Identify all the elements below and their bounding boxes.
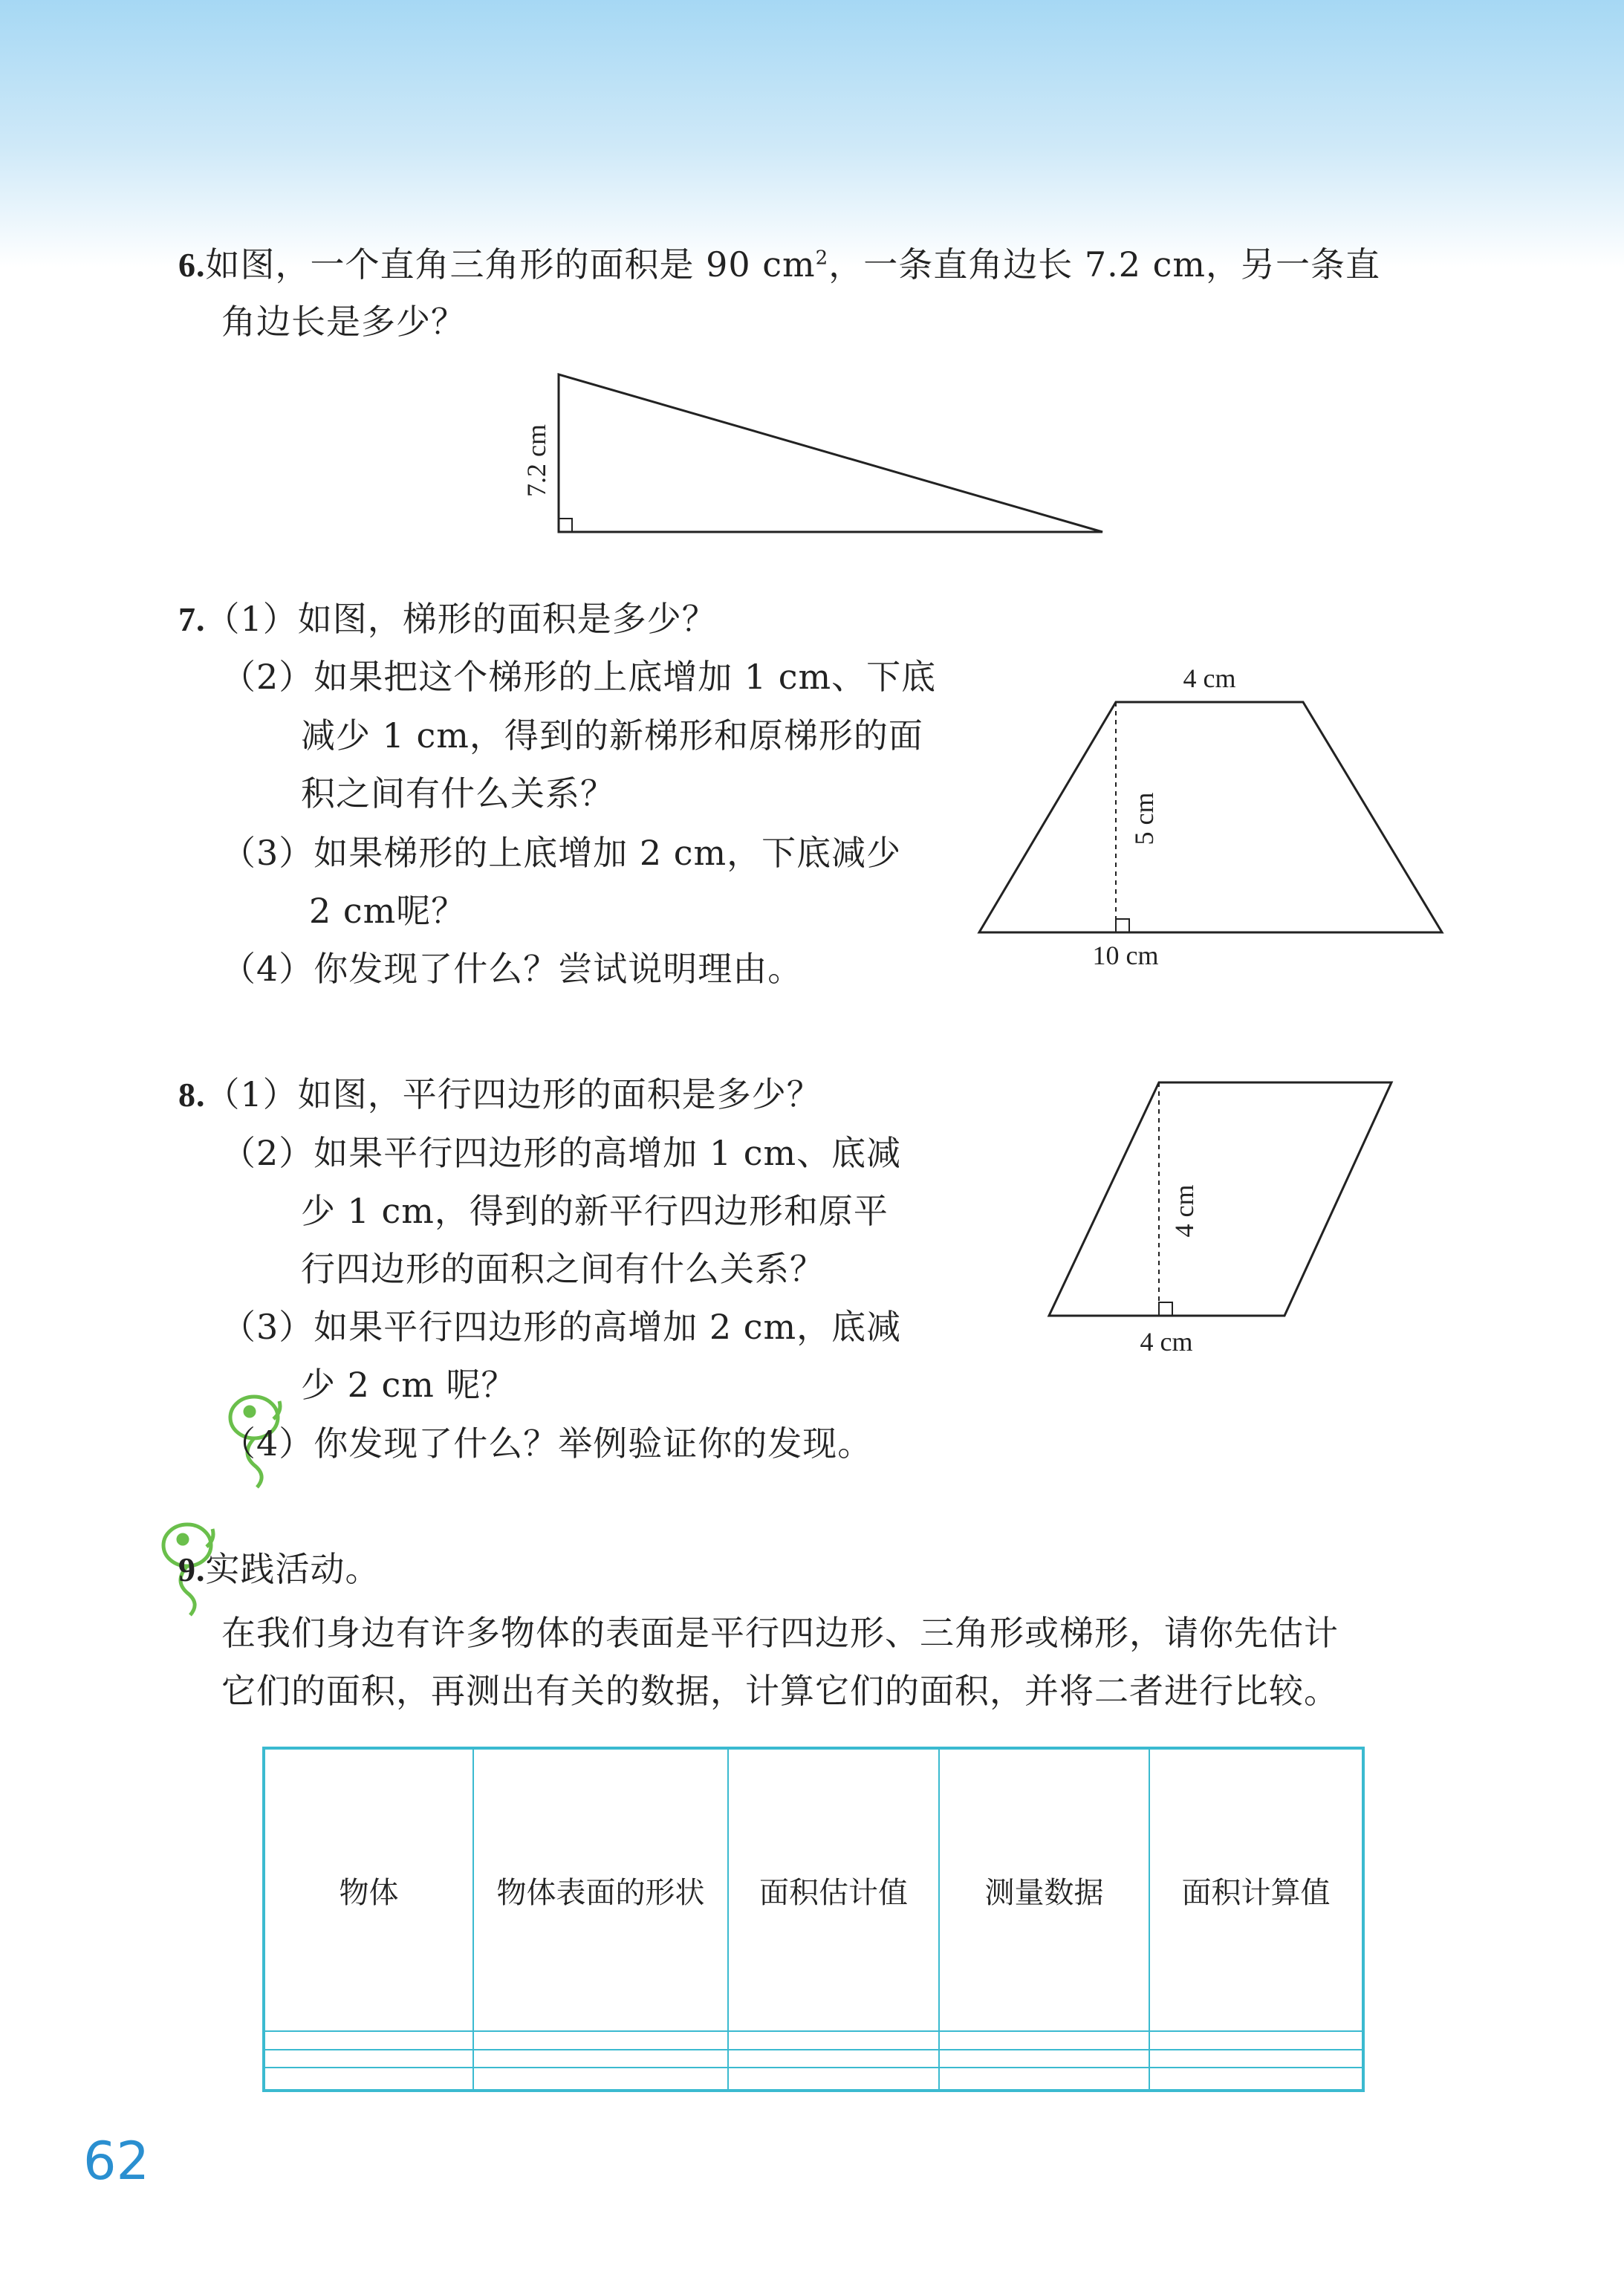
right-triangle-figure [522, 374, 1102, 532]
table-cell[interactable] [939, 2050, 1149, 2068]
parallelogram-height-label: 4 cm [1169, 1184, 1199, 1238]
table-cell[interactable] [473, 2031, 728, 2050]
q7-item-3: （3）如果梯形的上底增加 2 cm，下底减少 [221, 833, 902, 873]
q7-number: 7. [178, 600, 206, 638]
table-header-cell: 物体 [264, 1748, 473, 2031]
table-header-cell: 测量数据 [939, 1748, 1149, 2031]
q7-item-3-cont: 2 cm呢？ [309, 891, 467, 931]
q8-item-2: （2）如果平行四边形的高增加 1 cm、底减 [221, 1133, 902, 1173]
q6-text-post: ，一条直角边长 7.2 cm，另一条直 [828, 244, 1380, 285]
table-row [264, 2068, 1363, 2091]
q6-line2: 角边长是多少？ [221, 302, 466, 342]
table-header-cell: 面积计算值 [1149, 1748, 1363, 2031]
q6-text-pre: 如图，一个直角三角形的面积是 90 cm [205, 244, 816, 285]
q7-item-2-cont2: 积之间有什么关系？ [301, 773, 615, 813]
q7-item-4: （4）你发现了什么？尝试说明理由。 [221, 949, 803, 989]
q6-sup: 2 [815, 247, 829, 270]
table-cell[interactable] [264, 2068, 473, 2091]
q6-number: 6. [178, 246, 206, 284]
parallelogram-figure [1049, 1082, 1391, 1357]
table-cell[interactable] [939, 2068, 1149, 2091]
q8-item-2-cont: 少 1 cm，得到的新平行四边形和原平 [301, 1191, 889, 1231]
q8-item-3-cont: 少 2 cm 呢？ [301, 1365, 516, 1405]
parallelogram-base-label: 4 cm [1140, 1327, 1193, 1357]
q7-item-1: 7.（1）如图，梯形的面积是多少？ [178, 599, 717, 639]
table-header-row [264, 1748, 1363, 2031]
page-number: 62 [83, 2131, 150, 2192]
table-header-cell: 面积估计值 [728, 1748, 939, 2031]
q8-item-2-cont2: 行四边形的面积之间有什么关系？ [301, 1249, 825, 1289]
activity-table [262, 1747, 1365, 2092]
triangle-height-label: 7.2 cm [522, 424, 551, 497]
q8-item-1: 8.（1）如图，平行四边形的面积是多少？ [178, 1074, 822, 1114]
q9-line1: 在我们身边有许多物体的表面是平行四边形、三角形或梯形，请你先估计 [221, 1613, 1339, 1653]
table-cell[interactable] [1149, 2031, 1363, 2050]
table-cell[interactable] [473, 2068, 728, 2091]
q9-title: 实践活动。 [205, 1549, 380, 1589]
table-header-cell: 物体表面的形状 [473, 1748, 728, 2031]
table-cell[interactable] [728, 2031, 939, 2050]
q8-item-4: （4）你发现了什么？举例验证你的发现。 [221, 1423, 873, 1464]
q9-title-line [178, 1548, 380, 1591]
trapezoid-top-label: 4 cm [1183, 663, 1236, 693]
q7-item-2-cont: 减少 1 cm，得到的新梯形和原梯形的面 [301, 715, 923, 756]
table-cell[interactable] [264, 2050, 473, 2068]
trapezoid-bottom-label: 10 cm [1092, 941, 1159, 970]
table-cell[interactable] [939, 2031, 1149, 2050]
trapezoid-figure [979, 663, 1442, 970]
table-cell[interactable] [728, 2050, 939, 2068]
q9-line2: 它们的面积，再测出有关的数据，计算它们的面积，并将二者进行比较。 [221, 1671, 1339, 1711]
table-cell[interactable] [1149, 2050, 1363, 2068]
table-cell[interactable] [1149, 2068, 1363, 2091]
q7-item-2: （2）如果把这个梯形的上底增加 1 cm、下底 [221, 657, 937, 697]
table-cell[interactable] [473, 2050, 728, 2068]
table-row [264, 2031, 1363, 2050]
q8-item-3: （3）如果平行四边形的高增加 2 cm，底减 [221, 1307, 902, 1347]
table-row [264, 2050, 1363, 2068]
q9-number: 9. [178, 1550, 206, 1588]
table-cell[interactable] [264, 2031, 473, 2050]
table-cell[interactable] [728, 2068, 939, 2091]
trapezoid-height-label: 5 cm [1129, 792, 1159, 845]
q8-number: 8. [178, 1076, 206, 1114]
